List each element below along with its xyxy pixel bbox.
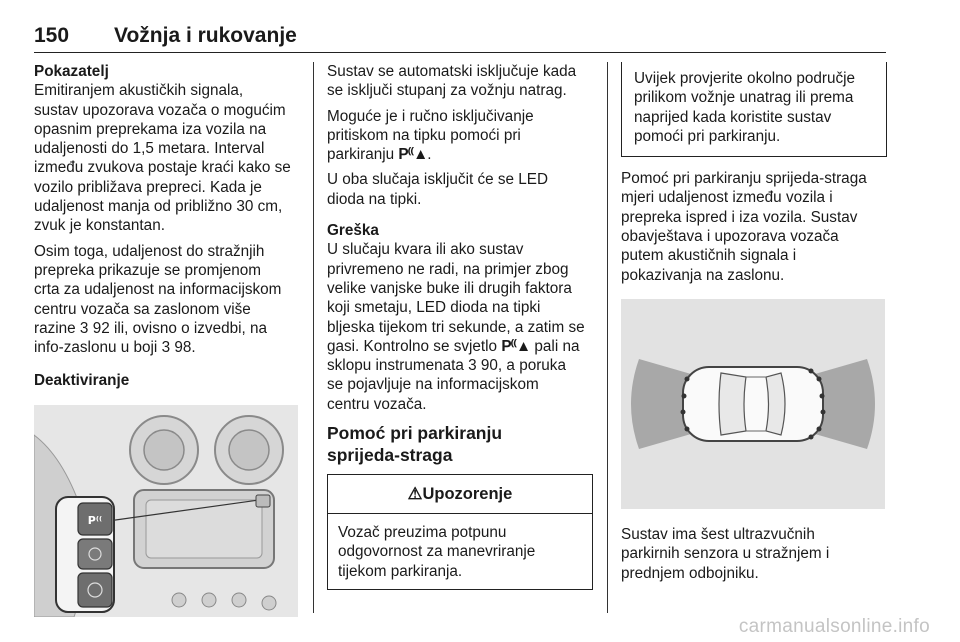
text-line: prednjem odbojniku. — [621, 564, 759, 582]
text-fragment: sklopu instrumenata — [327, 357, 464, 375]
text-fragment: parkiranju — [327, 146, 395, 164]
text-line: vozilo približava prepreci. Kada je — [34, 178, 262, 196]
text-line: udaljenost manja od približno 30 cm, — [34, 198, 283, 216]
text-line: crta za udaljenost na informacijskom — [34, 281, 282, 299]
warning-header — [328, 475, 592, 514]
dashboard-button-illustration — [34, 405, 298, 617]
text-line: prepreka ispred i iza vozila. Sustav — [621, 208, 858, 226]
paragraph — [621, 169, 887, 285]
park-assist-icon: P⁽⁽▲ — [501, 337, 531, 355]
column-divider — [607, 62, 608, 613]
text-line: dioda na tipki. — [327, 190, 422, 208]
text-line: Osim toga, udaljenost do stražnjih — [34, 242, 265, 260]
text-line: udaljenosti do 1,5 metara. Interval — [34, 140, 265, 158]
car-sensor-svg — [621, 299, 885, 509]
column-divider — [313, 62, 314, 613]
text-fragment: 98. — [174, 339, 196, 357]
page-ref-icon[interactable]: 3 — [79, 319, 89, 337]
text-line: sustav upozorava vozača o mogućim — [34, 101, 286, 119]
paragraph — [34, 81, 300, 235]
text-line: bljeska tijekom tri sekunde, a zatim se — [327, 318, 585, 336]
text-line: Emitiranjem akustičkih signala, — [34, 82, 244, 100]
paragraph — [327, 240, 593, 414]
text-line: velike vanjske buke ili drugih faktora — [327, 279, 572, 297]
text-line: putem akustičnih signala i — [621, 247, 797, 265]
text-line — [34, 339, 196, 356]
text-fragment: . — [427, 146, 432, 164]
text-line: centru vozača sa zaslonom više — [34, 300, 251, 318]
paragraph — [327, 107, 593, 165]
text-line: Vozač preuzima potpunu — [338, 524, 507, 542]
text-line: privremeno ne radi, na primjer zbog — [327, 260, 569, 278]
text-line — [327, 338, 580, 355]
text-line: naprijed kada koristite sustav — [634, 108, 832, 126]
text-line: pritiskom na tipku pomoći pri — [327, 126, 521, 144]
section-heading-pomoc — [327, 422, 593, 466]
text-line: Sustav se automatski isključuje kada — [327, 63, 577, 80]
text-line: tijekom parkiranja. — [338, 562, 463, 580]
text-line: U slučaju kvara ili ako sustav — [327, 241, 524, 259]
section-heading-greska: Greška — [327, 222, 379, 240]
text-line: Sustav ima šest ultrazvučnih — [621, 525, 815, 543]
text-line — [327, 357, 566, 374]
text-fragment: gasi. Kontrolno se svjetlo — [327, 337, 498, 355]
text-fragment: 92 ili, ovisno o izvedbi, na — [92, 319, 268, 337]
text-line: odgovornost za manevriranje — [338, 543, 536, 561]
column-right — [621, 62, 887, 589]
text-line: se isključi stupanj za vožnju natrag. — [327, 82, 567, 100]
text-line — [34, 320, 267, 337]
text-line: prilikom vožnje unatrag ili prema — [634, 89, 854, 107]
text-line: mjeri udaljenost između vozila i — [621, 189, 833, 207]
text-line: pokazivanja na zaslonu. — [621, 266, 785, 284]
page-ref-icon[interactable]: 3 — [468, 357, 477, 375]
text-line: obavještava i upozorava vozača — [621, 228, 839, 246]
paragraph — [34, 242, 300, 358]
paragraph — [621, 525, 887, 583]
watermark: carmanualsonline.info — [738, 616, 930, 637]
text-fragment: info-zaslonu u boji — [34, 339, 158, 357]
text-line: Pomoć pri parkiranju sprijeda-straga — [621, 170, 867, 188]
section-heading-deaktiviranje: Deaktiviranje — [34, 372, 130, 390]
text-line: pomoći pri parkiranju. — [634, 127, 781, 145]
column-left — [34, 62, 300, 617]
chapter-title: Vožnja i rukovanje — [114, 24, 297, 47]
page-number: 150 — [34, 24, 70, 47]
text-fragment: razine — [34, 319, 76, 337]
warning-box — [327, 474, 593, 590]
note-box — [621, 62, 887, 157]
text-line: U oba slučaja isključit će se LED — [327, 171, 549, 189]
park-assist-icon: P⁽⁽▲ — [398, 146, 428, 164]
page-ref-icon[interactable]: 3 — [161, 339, 171, 357]
text-line: parkirnih senzora u stražnjem i — [621, 545, 830, 563]
heading-line: Pomoć pri parkiranju — [327, 423, 503, 444]
warning-icon: ⚠ — [407, 485, 423, 504]
paragraph — [327, 62, 593, 101]
text-line: između zvukova postaje kraći kako se — [34, 159, 291, 177]
text-line: zvuk je konstantan. — [34, 217, 165, 235]
page-header — [34, 22, 886, 53]
dashboard-illustration-svg — [34, 405, 298, 617]
text-line: centru vozača. — [327, 395, 427, 413]
text-line: se pojavljuje na informacijskom — [327, 376, 539, 394]
text-line — [327, 146, 432, 163]
warning-title: Upozorenje — [422, 485, 513, 504]
text-line: prepreka prikazuje se promjenom — [34, 261, 262, 279]
text-line: koji smetaju, LED dioda na tipki — [327, 299, 541, 317]
text-line: Uvijek provjerite okolno područje — [634, 70, 856, 87]
svg-text:P⁽⁽: P⁽⁽ — [87, 513, 103, 527]
text-fragment: 90, a poruka — [480, 357, 566, 375]
paragraph — [327, 170, 593, 209]
section-heading-pokazatelj: Pokazatelj — [34, 63, 109, 80]
heading-line: sprijeda-straga — [327, 445, 453, 466]
text-fragment: pali na — [534, 337, 580, 355]
text-line: opasnim preprekama iza vozila na — [34, 120, 267, 138]
warning-body — [328, 514, 592, 589]
car-sensor-illustration — [621, 299, 885, 509]
text-line: Moguće je i ručno isključivanje — [327, 107, 534, 125]
column-middle — [327, 62, 593, 590]
